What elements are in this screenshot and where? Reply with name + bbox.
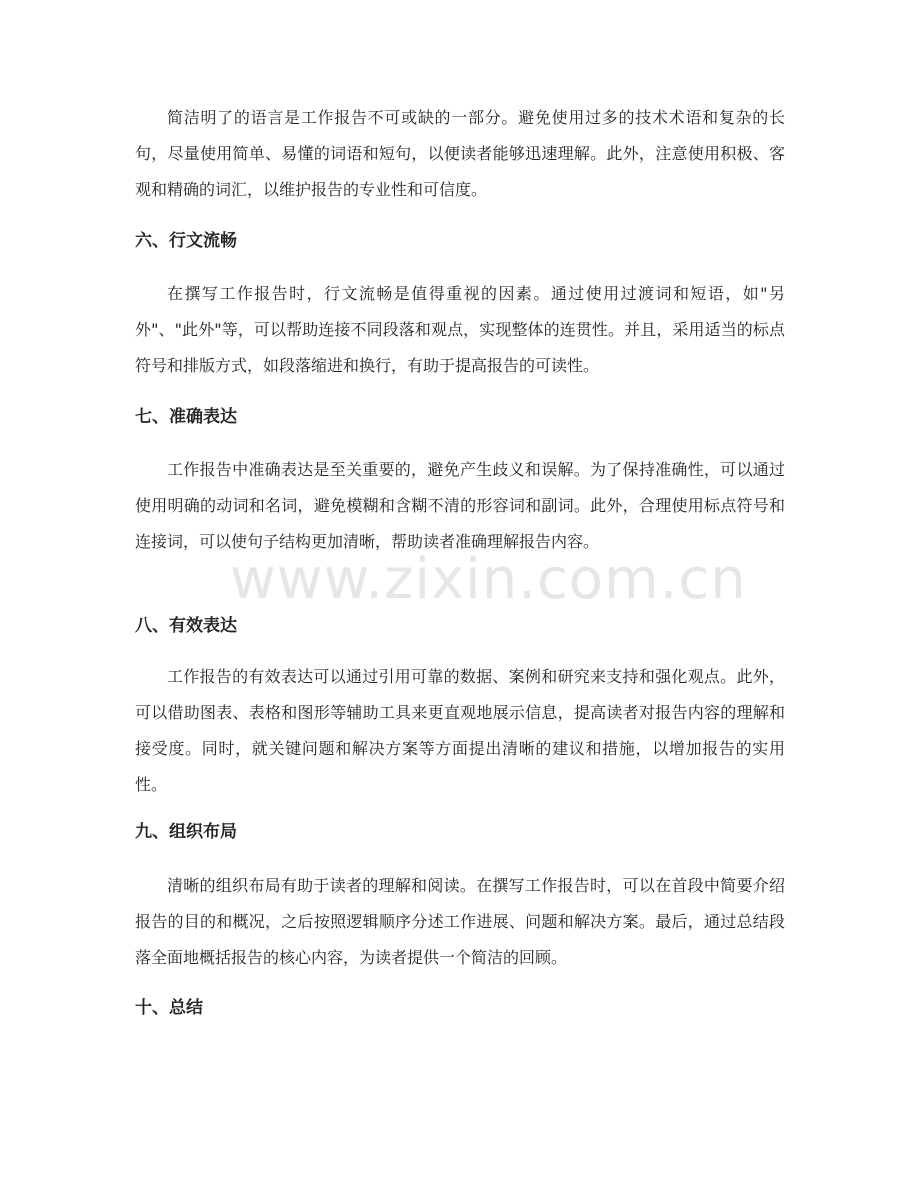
watermark-text: www.zixin.com.cn <box>230 547 747 612</box>
heading-section-10: 十、总结 <box>135 998 203 1018</box>
paragraph-section-6: 在撰写工作报告时，行文流畅是值得重视的因素。通过使用过渡词和短语，如"另外"、"此外"等，可以帮助连接不同段落和观点，实现整体的连贯性。并且，采用适当的标点符号和排版方式，如段落缩进和换行，有助于提高报告的可读性。 <box>135 284 785 375</box>
heading-section-9: 九、组织布局 <box>135 822 237 842</box>
heading-section-7: 七、准确表达 <box>135 407 237 427</box>
heading-section-6: 六、行文流畅 <box>135 231 237 251</box>
heading-section-8: 八、有效表达 <box>135 616 237 636</box>
paragraph-language: 简洁明了的语言是工作报告不可或缺的一部分。避免使用过多的技术术语和复杂的长句，尽量使用简单、易懂的词语和短句，以便读者能够迅速理解。此外，注意使用积极、客观和精确的词汇，以维护报告的专业性和可信度。 <box>135 108 785 199</box>
paragraph-section-7: 工作报告中准确表达是至关重要的，避免产生歧义和误解。为了保持准确性，可以通过使用明确的动词和名词，避免模糊和含糊不清的形容词和副词。此外，合理使用标点符号和连接词，可以使句子结构更加清晰，帮助读者准确理解报告内容。 <box>135 460 785 551</box>
paragraph-section-9: 清晰的组织布局有助于读者的理解和阅读。在撰写工作报告时，可以在首段中简要介绍报告的目的和概况，之后按照逻辑顺序分述工作进展、问题和解决方案。最后，通过总结段落全面地概括报告的核心内容，为读者提供一个简洁的回顾。 <box>135 876 785 967</box>
paragraph-section-8: 工作报告的有效表达可以通过引用可靠的数据、案例和研究来支持和强化观点。此外，可以借助图表、表格和图形等辅助工具来更直观地展示信息，提高读者对报告内容的理解和接受度。同时，就关键问题和解决方案等方面提出清晰的建议和措施，以增加报告的实用性。 <box>135 667 785 794</box>
